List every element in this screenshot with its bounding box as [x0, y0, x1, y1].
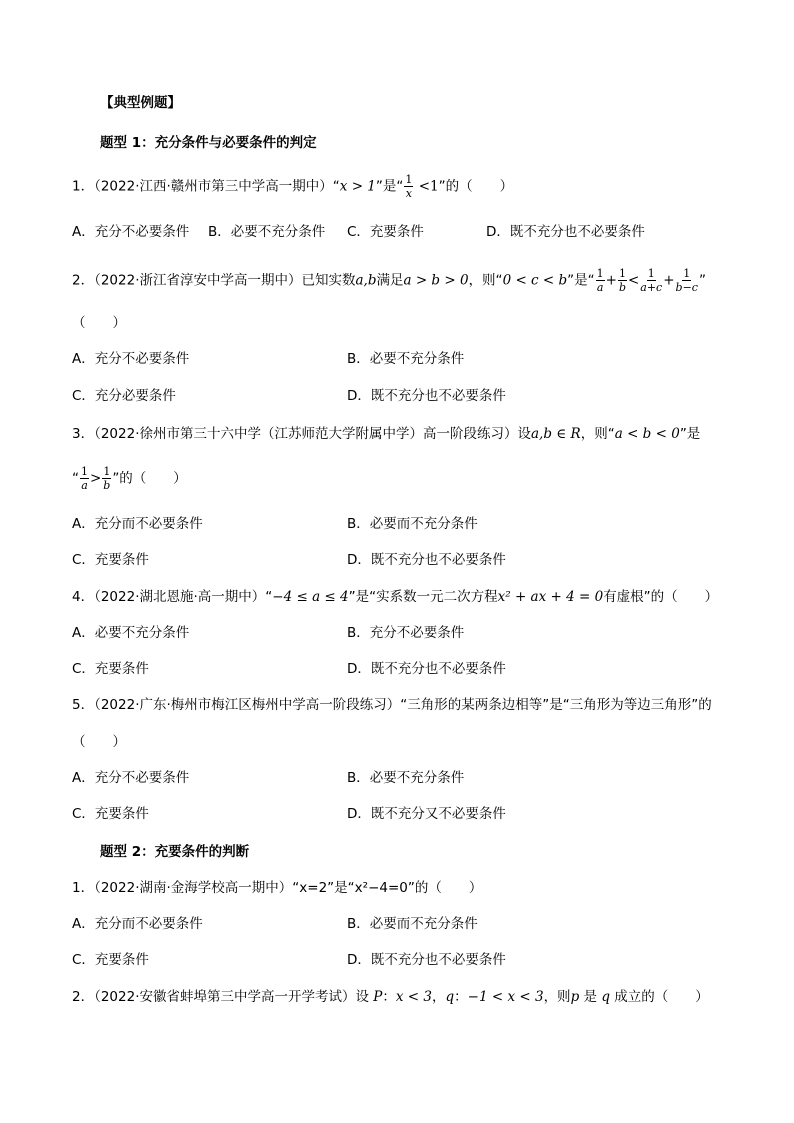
option-c: C．充分必要条件: [72, 388, 176, 404]
fraction: $\frac{1}{b-c}$: [675, 267, 698, 294]
option-d: D．既不充分也不必要条件: [347, 952, 506, 968]
type2-heading: 题型 2：充要条件的判断: [100, 844, 250, 860]
type1-heading: 题型 1：充分条件与必要条件的判定: [100, 135, 317, 151]
question-1-3: 3．（2022·徐州市第三十六中学（江苏师范大学附属中学）高一阶段练习）设a,b ∈ R，则“a < b < 0”是: [72, 426, 701, 442]
option-c: C．充要条件: [72, 806, 149, 822]
fraction: $\frac{1}{a+c}$: [640, 267, 663, 294]
option-a: A．必要不充分条件: [72, 625, 190, 641]
option-b: B．必要不充分条件: [208, 224, 326, 240]
option-b: B．必要不充分条件: [347, 770, 465, 786]
fraction: $\frac{1}{a}$: [81, 465, 88, 492]
question-1-3-cont: “ $\frac{1}{a}$ > $\frac{1}{b}$ ”的（ ）: [72, 465, 187, 492]
option-b: B．必要而不充分条件: [347, 516, 478, 532]
question-1-5: 5．（2022·广东·梅州市梅江区梅州中学高一阶段练习）“三角形的某两条边相等”是“三角形为等边三角形”的: [72, 697, 712, 713]
option-b: B．必要而不充分条件: [347, 916, 478, 932]
option-c: C．充要条件: [72, 661, 149, 677]
option-b: B．充分不必要条件: [347, 625, 465, 641]
question-1-2: 2．（2022·浙江省淳安中学高一期中）已知实数a,b满足a > b > 0，则“0 < c < b”是“ $\frac{1}{a}$ + $\frac{1}{b}$ < $\frac{1}{a+c}$ + $\frac{1}{b-c}$ ”: [72, 267, 706, 294]
question-2-2: 2．（2022·安徽省蚌埠第三中学高一开学考试）设 P：x < 3，q：−1 < x < 3，则p 是 q 成立的（ ）: [72, 989, 709, 1005]
fraction: $\frac{1}{x}$: [405, 173, 413, 200]
fraction: $\frac{1}{b}$: [103, 465, 111, 492]
option-a: A．充分而不必要条件: [72, 516, 203, 532]
option-d: D．既不充分也不必要条件: [347, 552, 506, 568]
question-1-4: 4．（2022·湖北恩施·高一期中）“−4 ≤ a ≤ 4”是“实系数一元二次方程x² + ax + 4 = 0有虚根”的（ ）: [72, 589, 719, 605]
question-1-1: 1．（2022·江西·赣州市第三中学高一期中）“x > 1”是“ $\frac{1}{x}$ <1”的（ ）: [72, 173, 514, 200]
option-d: D．既不充分也不必要条件: [486, 224, 645, 240]
option-a: A．充分不必要条件: [72, 224, 190, 240]
option-d: D．既不充分也不必要条件: [347, 388, 506, 404]
question-paren: （ ）: [72, 315, 126, 331]
option-d: D．既不充分也不必要条件: [347, 661, 506, 677]
option-a: A．充分而不必要条件: [72, 916, 203, 932]
section-title: 【典型例题】: [100, 95, 181, 111]
question-2-1: 1．（2022·湖南·金海学校高一期中）“x=2”是“x²−4=0”的（ ）: [72, 880, 483, 896]
option-a: A．充分不必要条件: [72, 351, 190, 367]
option-c: C．充要条件: [347, 224, 424, 240]
option-a: A．充分不必要条件: [72, 770, 190, 786]
fraction: $\frac{1}{b}$: [618, 267, 626, 294]
option-c: C．充要条件: [72, 552, 149, 568]
option-b: B．必要不充分条件: [347, 351, 465, 367]
option-d: D．既不充分又不必要条件: [347, 806, 506, 822]
option-c: C．充要条件: [72, 952, 149, 968]
question-paren: （ ）: [72, 734, 126, 750]
fraction: $\frac{1}{a}$: [596, 267, 604, 294]
